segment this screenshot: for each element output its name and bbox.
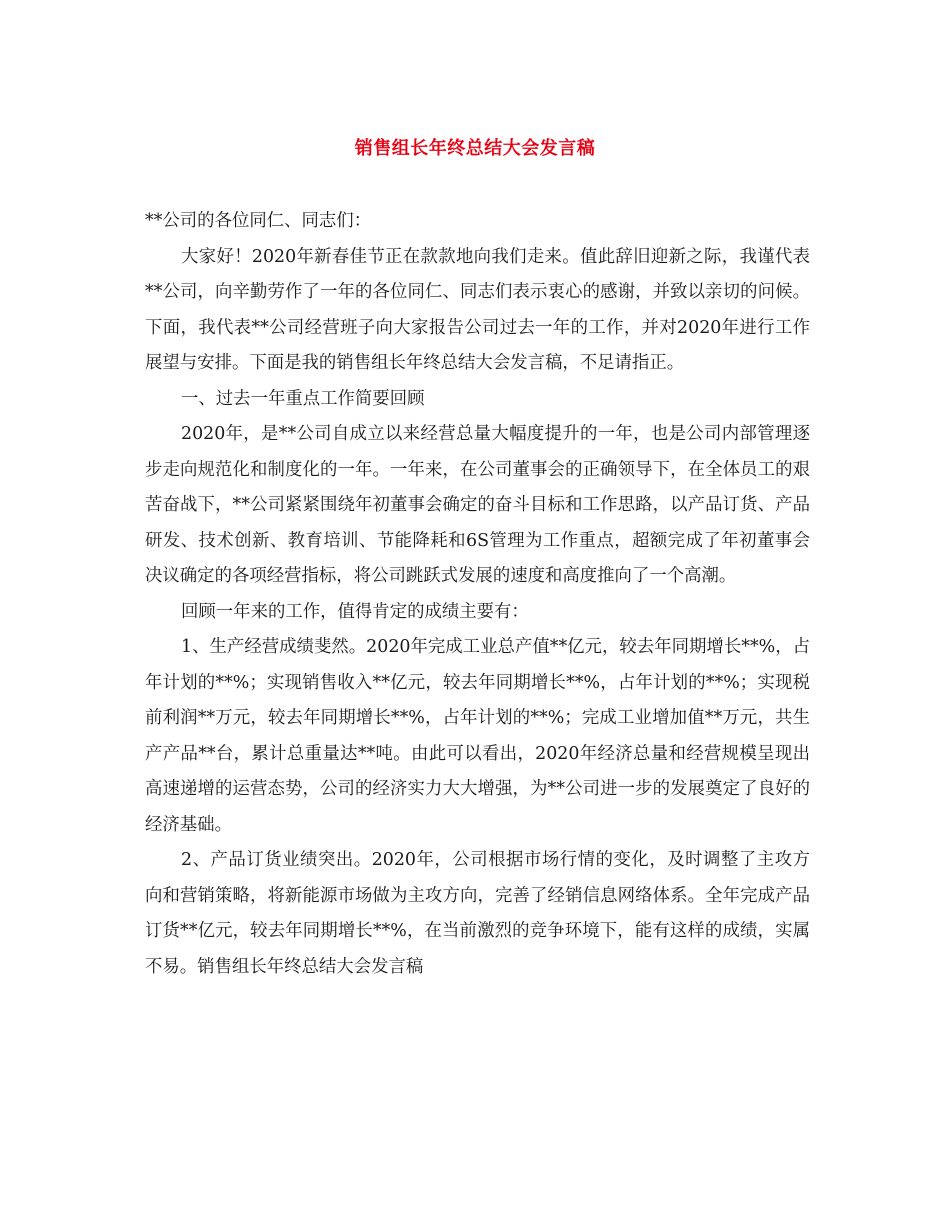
paragraph-order-results: 2、产品订货业绩突出。2020年，公司根据市场行情的变化，及时调整了主攻方向和营销策略，将新能源市场做为主攻方向，完善了经销信息网络体系。全年完成产品订货**亿元，较去年同期增长**%，在当前激烈的竞争环境下，能有这样的成绩，实属不易。销售组长年终总结大会发言稿 xyxy=(145,850,810,977)
paragraph-greeting: 大家好！2020年新春佳节正在款款地向我们走来。值此辞旧迎新之际，我谨代表**公司，向辛勤劳作了一年的各位同仁、同志们表示衷心的感谢，并致以亲切的问候。 下面，我代表**公司经营班子向大家报告公司过去一年的工作，并对2020年进行工作展望与安排。下面是我的销售组长年终总结大会发言稿，不足请指正。 xyxy=(145,246,810,373)
document-body xyxy=(145,204,810,985)
paragraph-achievements-intro: 回顾一年来的工作，值得肯定的成绩主要有： xyxy=(181,601,529,622)
document-title: 销售组长年终总结大会发言稿 xyxy=(354,138,596,159)
paragraph-production-results: 1、生产经营成绩斐然。2020年完成工业总产值**亿元，较去年同期增长**%，占年计划的**%；实现销售收入**亿元，较去年同期增长**%，占年计划的**%；实现税前利润**万元，较去年同期增长**%，占年计划的**%；完成工业增加值**万元，共生产产品**台，累计总重量达**吨。由此可以看出，2020年经济总量和经营规模呈现出高速递增的运营态势，公司的经济实力大大增强，为**公司进一步的发展奠定了良好的经济基础。 xyxy=(145,637,810,835)
paragraph-year-overview: 2020年，是**公司自成立以来经营总量大幅度提升的一年，也是公司内部管理逐步走向规范化和制度化的一年。一年来，在公司董事会的正确领导下，在全体员工的艰苦奋战下，**公司紧紧围绕年初董事会确定的奋斗目标和工作思路，以产品订货、产品研发、技术创新、教育培训、节能降耗和6S管理为工作重点，超额完成了年初董事会决议确定的各项经营指标，将公司跳跃式发展的速度和高度推向了一个高潮。 xyxy=(145,424,810,586)
salutation: **公司的各位同仁、同志们： xyxy=(145,211,372,231)
section-heading-review: 一、过去一年重点工作简要回顾 xyxy=(181,388,425,409)
